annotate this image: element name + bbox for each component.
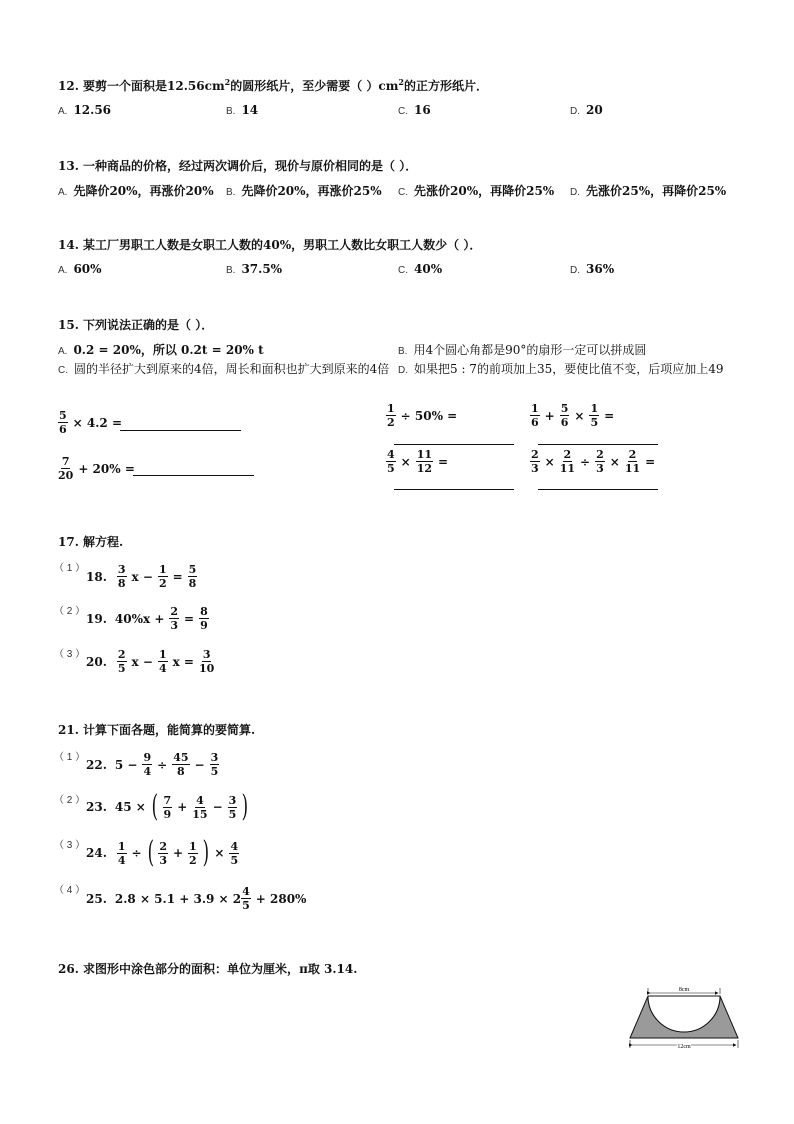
term: x − [131,654,153,669]
sub-index: （ 3 ） [54,649,86,660]
numerator: 2 [596,448,604,461]
left-parenthesis: ( [147,835,154,870]
sub-index: （ 4 ） [54,885,86,896]
sub-index: （ 2 ） [54,606,86,617]
fraction [530,403,540,428]
option-letter: B. [226,106,236,117]
answer-line-5[interactable] [394,489,514,490]
numerator: 3 [210,751,219,764]
operator: × [214,846,225,860]
calc-expression-3 [384,403,460,428]
q13-option-d [570,182,726,199]
option-letter: D. [570,265,580,276]
option-text: 0.2 = 20%，所以 0.2t = 20% t [73,343,264,357]
option-letter: D. [398,365,408,376]
fraction [199,606,209,631]
option-letter: C. [398,106,408,117]
option-text: 先降价20%，再涨价25% [241,184,382,198]
item-number: 25. [86,891,107,906]
fraction [169,606,179,631]
option-text: 先涨价20%，再降价25% [414,184,555,198]
question-17-title: 17. 解方程. [58,535,124,549]
left-parenthesis: ( [151,789,158,824]
term: 5 − [114,757,138,772]
item-number: 18. [86,569,107,584]
answer-line-4[interactable] [538,444,658,445]
numerator: 4 [387,448,395,461]
operator: ÷ [580,454,591,469]
option-text: 20 [586,103,603,117]
equation-18 [86,564,199,589]
q13-option-c [398,182,554,199]
q15-option-c [58,360,389,377]
operator: − [212,800,223,814]
denominator: 4 [158,662,167,675]
q12-option-d [570,103,603,117]
operator: × [544,454,555,469]
denominator: 3 [159,853,167,867]
fraction [58,456,73,481]
question-26-stem [58,960,357,977]
numerator: 5 [188,563,197,576]
option-letter: C. [398,187,408,198]
numerator: 1 [189,839,197,853]
option-letter: C. [58,365,68,376]
operator: ÷ [131,846,142,860]
q12-stem-part-a: 12. 要剪一个面积是12.56cm [58,79,225,93]
equation-20 [86,649,216,674]
fraction [416,449,433,474]
item-number: 20. [86,654,107,669]
option-letter: D. [570,106,580,117]
fraction [192,795,207,820]
item-number: 23. [86,800,107,814]
fraction [386,449,396,474]
calc-expression-2 [56,456,138,481]
term: 2.8 × 5.1 + 3.9 × 2 [114,891,242,906]
question-15-stem: 15. 下列说法正确的是（ ）． [58,318,214,332]
fraction [117,564,127,589]
q13-option-a [58,182,214,199]
operator: + [544,408,555,423]
term: + 280% [255,891,307,906]
fraction [228,795,238,820]
denominator: 6 [560,416,569,429]
denominator: 9 [163,807,172,821]
answer-line-1[interactable] [120,430,241,431]
option-letter: A. [58,187,68,198]
expression-rest: × 4.2 = [72,415,122,430]
q12-superscript: 2 [224,77,231,87]
term: x − [131,569,153,584]
equals-sign: = [172,569,183,584]
q12-stem-part-b: 的圆形纸片，至少需要（ ）cm [230,79,399,93]
sub-index: （ 3 ） [54,840,86,851]
shaded-area-figure [624,984,744,1052]
fraction [560,403,570,428]
option-letter: C. [398,265,408,276]
fraction [530,449,540,474]
right-parenthesis: ) [241,789,249,824]
calc-expression-4 [528,403,617,428]
fraction [188,841,198,866]
option-letter: D. [570,187,580,198]
option-letter: B. [398,346,408,357]
numerator: 1 [158,648,167,661]
answer-line-3[interactable] [394,444,514,445]
item-number: 24. [86,846,107,860]
fraction [117,649,127,674]
q15-option-b [398,341,646,358]
fraction [188,564,198,589]
fraction [241,886,251,911]
q12-option-c [398,103,431,117]
option-letter: A. [58,346,68,357]
numerator: 1 [158,563,167,576]
numerator: 9 [143,751,152,764]
term: 45 × [114,800,146,814]
expression-24 [86,835,241,870]
denominator: 5 [590,416,599,429]
top-dimension-label: 8cm [678,987,690,993]
question-14-stem: 14. 某工厂男职工人数是女职工人数的40%，男职工人数比女职工人数少（ ）． [58,238,482,252]
fraction [386,403,396,428]
option-text: 先涨价25%，再降价25% [586,184,727,198]
denominator: 5 [242,899,250,912]
numerator: 8 [200,605,208,618]
operator: × [574,408,585,423]
q26-stem-text: 26. 求图形中涂色部分的面积：单位为厘米， [58,962,300,976]
numerator: 4 [230,839,239,853]
operator: × [609,454,620,469]
numerator: 1 [117,839,126,853]
option-text: 12.56 [73,103,112,117]
q12-option-b [226,103,258,117]
question-21-title: 21. 计算下面各题，能简算的要简算. [58,723,256,737]
fraction [142,752,152,777]
denominator: 5 [230,853,239,867]
operator: − [194,757,205,772]
fraction [625,449,640,474]
numerator: 5 [560,402,569,415]
numerator: 11 [416,448,433,461]
fraction [210,752,220,777]
sub-index: （ 2 ） [54,795,86,806]
operator: × [400,454,411,469]
option-text: 37.5% [241,262,283,276]
expression-25 [86,886,309,911]
fraction [595,449,605,474]
answer-line-2[interactable] [133,475,254,476]
item-number: 22. [86,757,107,772]
fraction [58,410,68,435]
denominator: 10 [198,662,215,675]
sub-index: （ 1 ） [54,563,86,574]
operator: + [177,800,188,814]
fraction [158,564,168,589]
fraction [229,841,239,866]
operator: + [172,846,184,860]
calc-expression-6 [528,449,658,474]
fraction [172,752,189,777]
fraction [199,649,214,674]
equation-19 [86,606,211,631]
question-13-stem: 13. 一种商品的价格，经过两次调价后，现价与原价相同的是（ ）． [58,159,418,173]
option-letter: A. [58,265,68,276]
numerator: 45 [173,751,189,764]
numerator: 2 [170,605,179,618]
expression-rest: + 20% = [78,461,135,476]
denominator: 8 [177,765,185,778]
answer-line-6[interactable] [538,489,658,490]
numerator: 4 [196,793,204,807]
q14-option-b [226,262,282,276]
denominator: 3 [596,462,604,475]
operator: ÷ [157,757,168,772]
item-number: 19. [86,611,107,626]
denominator: 4 [143,765,152,778]
sub-index: （ 1 ） [54,752,86,763]
denominator: 12 [416,462,433,475]
denominator: 15 [192,807,208,821]
numerator: 1 [531,402,539,415]
numerator: 5 [59,409,67,422]
term: 40%x + [114,611,165,626]
denominator: 2 [158,577,167,590]
option-text: 14 [241,103,259,117]
option-text: 36% [586,262,615,276]
denominator: 3 [531,462,539,475]
equals-sign: = [645,454,656,469]
numerator: 2 [531,448,539,461]
fraction [158,841,168,866]
numerator: 1 [590,402,599,415]
numerator: 2 [563,448,572,461]
denominator: 4 [117,853,126,867]
denominator: 8 [117,577,126,590]
equals-sign: = [184,611,195,626]
numerator: 4 [242,885,250,898]
option-text: 用4个圆心角都是90°的扇形一定可以拼成圆 [413,343,647,357]
option-text: 40% [414,262,443,276]
option-letter: B. [226,187,236,198]
denominator: 11 [624,462,641,475]
numerator: 3 [228,793,237,807]
fraction [560,449,575,474]
denominator: 5 [228,807,237,821]
q13-option-b [226,182,382,199]
numerator: 7 [163,793,172,807]
numerator: 7 [61,455,70,468]
calc-expression-1 [56,410,125,435]
denominator: 2 [189,853,197,867]
q26-pi-note: π取 3.14. [299,962,358,976]
term: x = [172,654,194,669]
denominator: 5 [210,765,219,778]
denominator: 6 [59,423,67,436]
denominator: 20 [58,469,74,482]
denominator: 5 [387,462,395,475]
q12-stem-part-c: 的正方形纸片． [403,79,488,93]
denominator: 3 [170,619,179,632]
q15-option-a [58,341,264,358]
option-letter: A. [58,106,68,117]
calc-expression-5 [384,449,451,474]
denominator: 5 [117,662,126,675]
fraction [158,649,168,674]
denominator: 9 [200,619,208,632]
right-parenthesis: ) [202,835,209,870]
numerator: 2 [628,448,637,461]
option-text: 16 [414,103,431,117]
q14-option-c [398,262,442,276]
q15-option-d [398,360,723,377]
expression-rest: ÷ 50% = [400,408,458,423]
denominator: 8 [188,577,197,590]
fraction [117,841,127,866]
fraction [163,795,173,820]
q14-option-a [58,262,102,276]
bottom-dimension-label: 12cm [677,1044,691,1050]
numerator: 3 [202,648,211,661]
numerator: 2 [159,839,167,853]
numerator: 3 [117,563,126,576]
denominator: 11 [559,462,576,475]
numerator: 1 [387,402,395,415]
q14-option-d [570,262,614,276]
fraction [589,403,599,428]
denominator: 6 [531,416,539,429]
denominator: 2 [387,416,395,429]
option-letter: B. [226,265,236,276]
numerator: 2 [117,648,126,661]
expression-23 [86,789,251,824]
option-text: 60% [73,262,102,276]
expression-22 [86,752,221,777]
question-12-stem [58,77,488,94]
equals-sign: = [604,408,615,423]
q12-superscript-2: 2 [398,77,404,87]
option-text: 如果把5 : 7的前项加上35，要使比值不变，后项应加上49 [414,362,724,376]
q12-option-a [58,103,111,117]
equals-sign: = [438,454,449,469]
option-text: 先降价20%，再涨价20% [73,184,214,198]
option-text: 圆的半径扩大到原来的4倍，周长和面积也扩大到原来的4倍 [74,362,390,376]
